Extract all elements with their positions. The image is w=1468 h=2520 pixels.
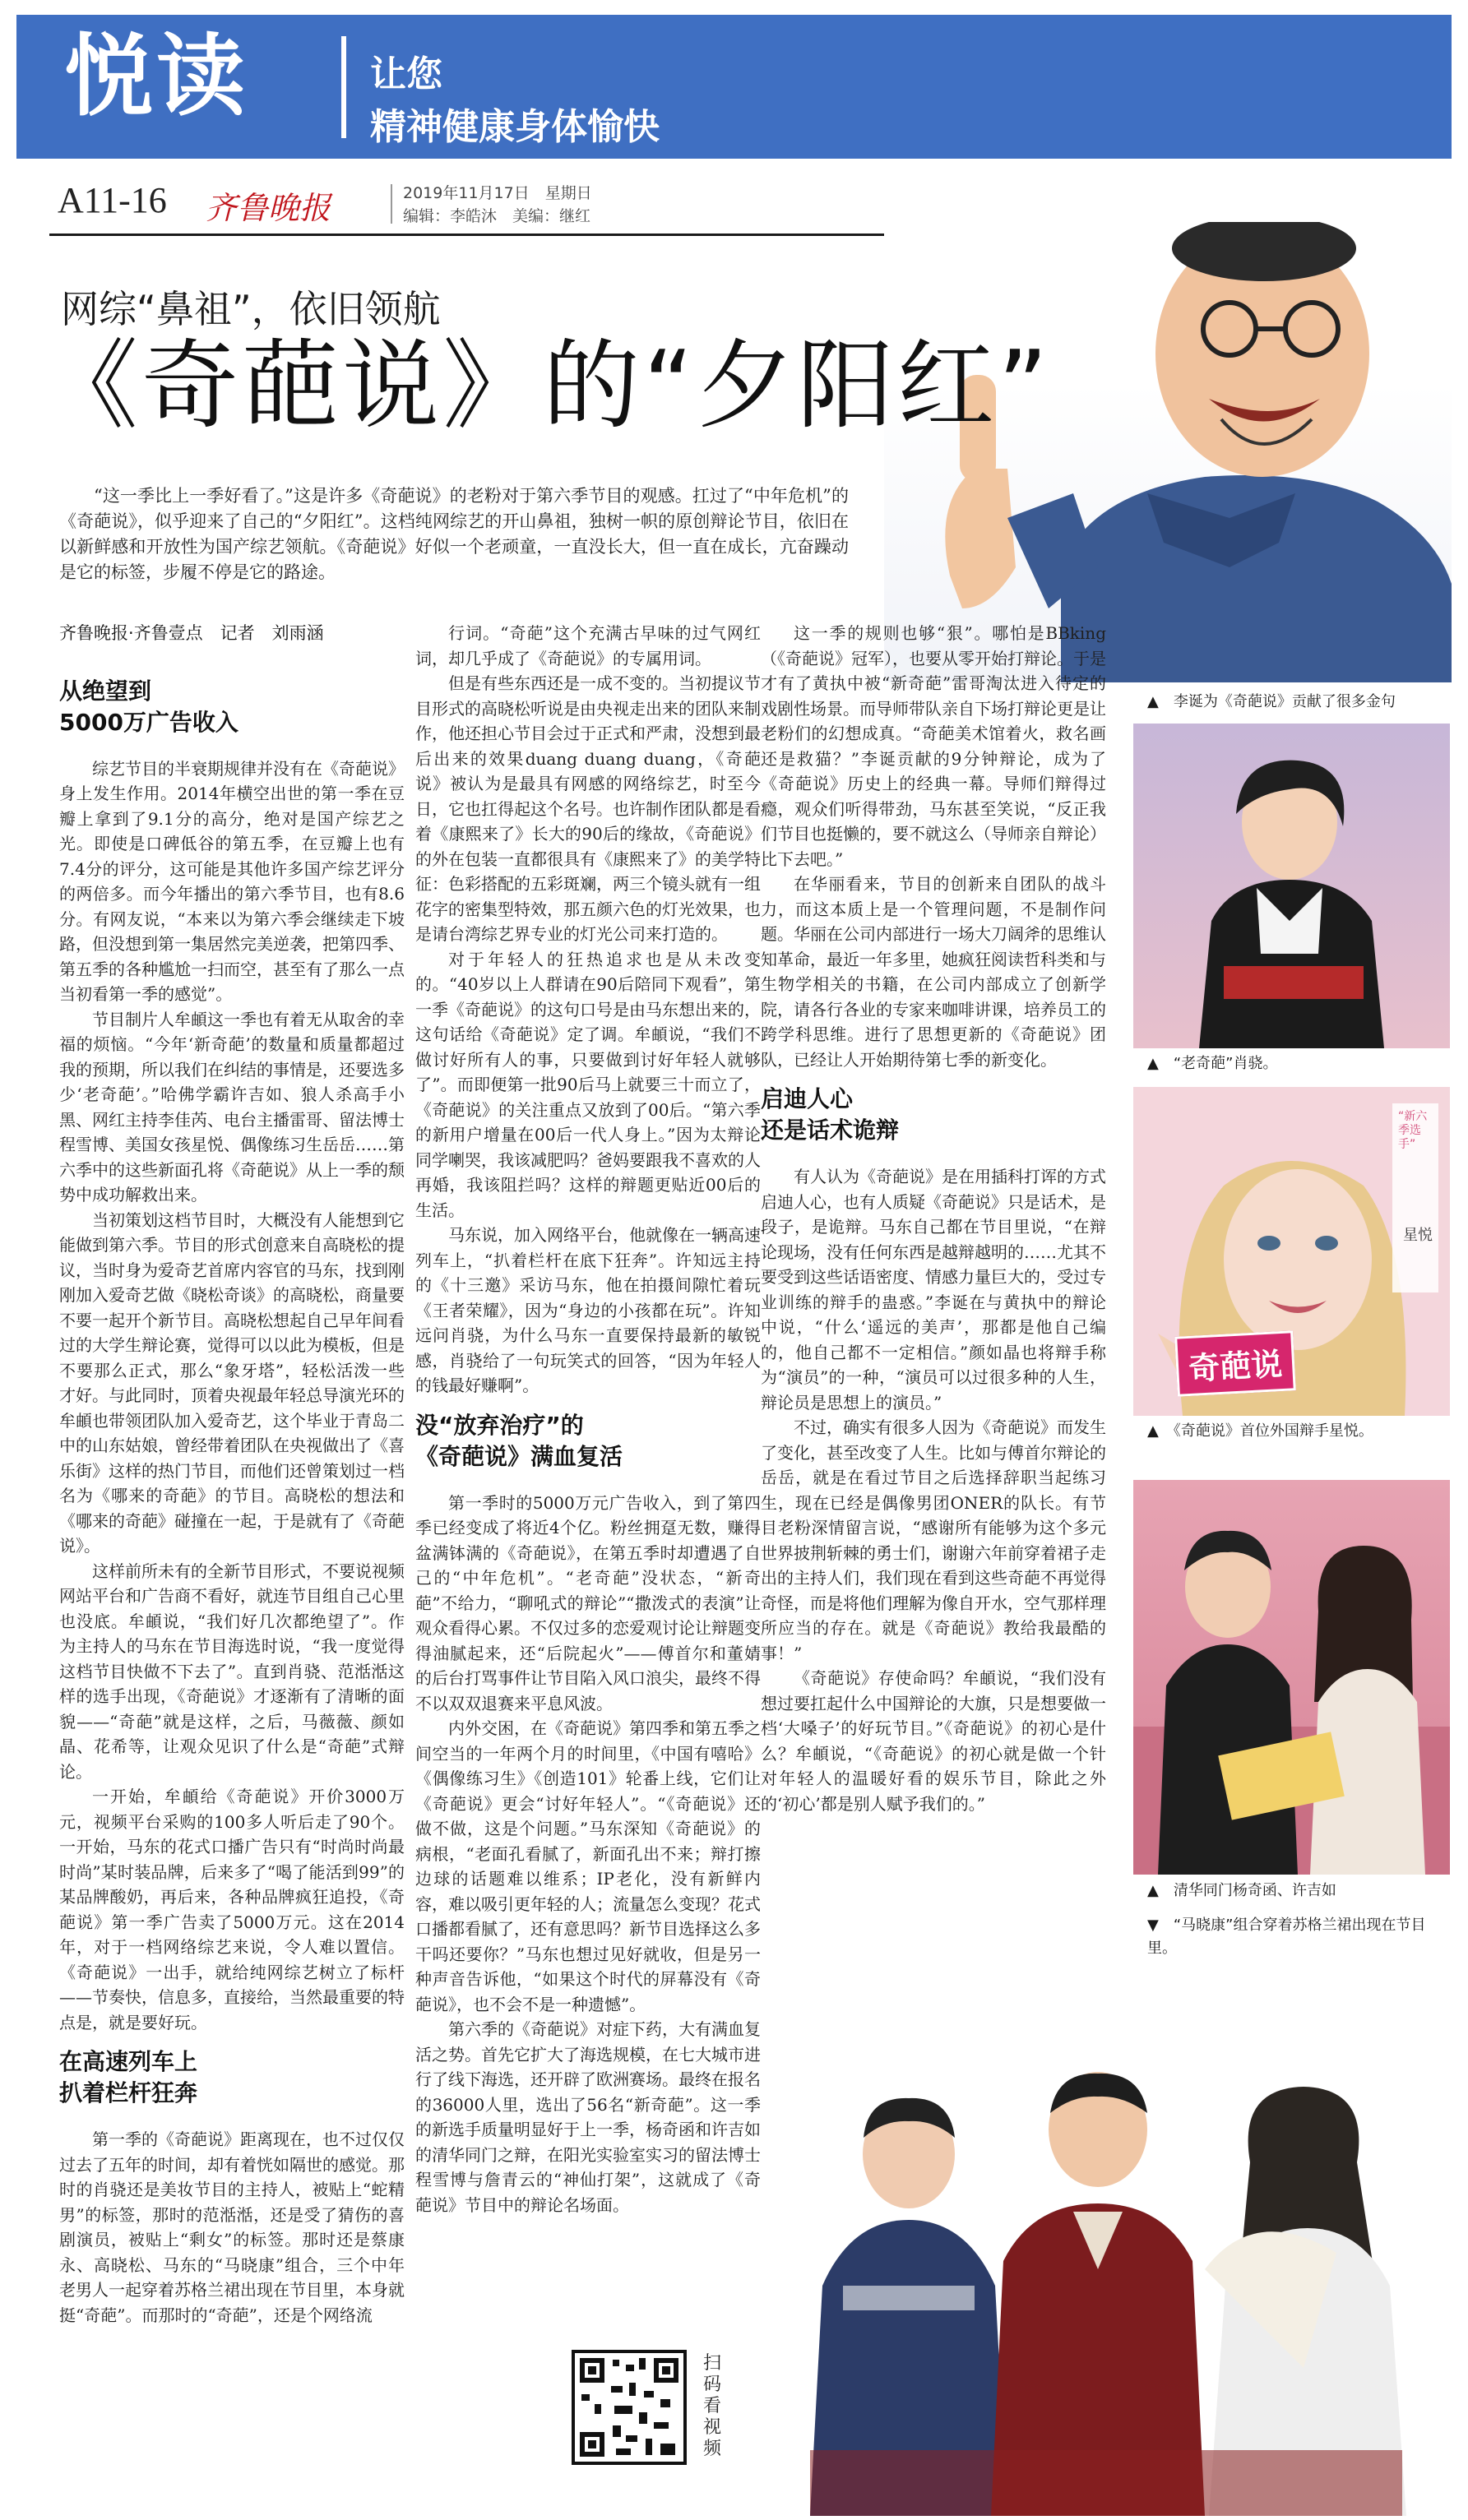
article-column-1 (59, 621, 405, 2328)
page-number: A11-16 (58, 180, 167, 220)
article-paragraph: 当初策划这档节目时，大概没有人能想到它能做到第六季。节目的形式创意来自高晓松的提议，当时身为爱奇艺首席内容官的马东，找到刚刚加入爱奇艺做《晓松奇谈》的高晓松，商量要不要一起开个新节目。高晓松想起自己早年间看过的大学生辩论赛，觉得可以以此为模板，但是不要那么正式，那么“象牙塔”，轻松活泼一些才好。与此同时，顶着央视最年轻总导演光环的牟頔也带领团队加入爱奇艺，这个毕业于青岛二中的山东姑娘，曾经带着团队在央视做出了《喜乐街》这样的热门节目，而他们还曾策划过一档名为《哪来的奇葩》的节目。高晓松的想法和《哪来的奇葩》碰撞在一起，于是就有了《奇葩说》。 (59, 1209, 405, 1556)
issue-date: 2019年11月17日 星期日 (403, 184, 592, 202)
section-title: 悦读 (64, 25, 249, 128)
article-paragraph: 但是有些东西还是一成不变的。当初提议节目形式的高晓松听说是由央视走出来的团队来制作，他还担心节目会过于正式和严肃，没想到最后出来的效果duang duang duang，《奇葩说》被认为是最具有网感的网络综艺，时至今日，它也扛得起这个名号。也许制作团队都是看着《康熙来了》长大的90后的缘故，《奇葩说》的外在包装一直都很具有《康熙来了》的美学特征：色彩搭配的五彩斑斓，两三个镜头就有一组花字的密集型特效，那五颜六色的灯光效果，也是请台湾综艺界专业的灯光公司来打造的。 (415, 673, 761, 944)
article-paragraph: 第六季的《奇葩说》对症下药，大有满血复活之势。首先它扩大了海选规模，在七大城市进行了线下海选，还开辟了欧洲赛场。最终在报名的36000人里，选出了56名“新奇葩”。这一季的新选手质量明显好于上一季，杨奇函和许吉如的清华同门之辩，在阳光实验室实习的留法博士程雪博与詹青云的“神仙打架”，这就成了《奇葩说》节目中的辩论名场面。 (415, 2019, 761, 2215)
contestant-sign-name: 星悦 (1403, 1227, 1433, 1244)
article-paragraph: 节目制片人牟頔这一季也有着无从取舍的幸福的烦恼。“今年‘新奇葩’的数量和质量都超过我的预期，所以我们在纠结的事情是，还要选多少‘老奇葩’。”哈佛学霸许吉如、狼人杀高手小黑、网红主持李佳芮、电台主播雷哥、留法博士程雪博、美国女孩星悦、偶像练习生岳岳……第六季中的这些新面孔将《奇葩说》从上一季的颓势中成功解救出来。 (59, 1009, 405, 1205)
section-slogan-line1: 让您 (370, 53, 442, 95)
photo-caption-yang-xu: ▲ 清华同门杨奇函、许吉如 (1147, 1882, 1336, 1899)
article-paragraph: 不过，确实有很多人因为《奇葩说》而发生了变化，甚至改变了人生。比如与傅首尔辩论的岳岳，就是在看过节目之后选择辞职当起练习生，现在已经是偶像男团ONER的队长。有节目老粉深情留言说，“感谢所有能够为这个多元世界披荆斩棘的勇士们，谢谢六年前穿着裙子走出的主持人们，我们现在看到这些奇葩不再觉得奇怪，而是将他们理解为像自开水，空气那样理所应当的存在。就是《奇葩说》教给我最酷的事！” (761, 1417, 1106, 1663)
article-paragraph: 有人认为《奇葩说》是在用插科打诨的方式启迪人心，也有人质疑《奇葩说》只是话术，是段子，是诡辩。马东自己都在节目里说，“在辩论现场，没有任何东西是越辩越明的……尤其不要受到这些话语密度、情感力量巨大的，受过专业训练的辩手的蛊惑。”李诞在与黄执中的辩论中说，“什么‘遥远的美声’，那都是他自己编的，他自己都不一定相信。”颜如晶也将辩手称为“演员”的一种，“演员可以过很多种的人生，辩论员是思想上的演员。” (761, 1167, 1106, 1413)
article-paragraph: 马东说，加入网络平台，他就像在一辆高速列车上，“扒着栏杆在底下狂奔”。许知远主持的《十三邀》采访马东，他在拍摄间隙忙着玩《王者荣耀》，因为“身边的小孩都在玩”。许知远问肖骁，为什么马东一直要保持最新的敏锐感，肖骁给了一句玩笑式的回答，“因为年轻人的钱最好赚啊”。 (415, 1225, 761, 1395)
article-paragraph: 第一季的《奇葩说》距离现在，也不过仅仅过去了五年的时间，却有着恍如隔世的感觉。那时的肖骁还是美妆节目的主持人，被贴上“蛇精男”的标签，那时的范湉湉，还是受了猜伤的喜剧演员，被贴上“剩女”的标签。那时还是蔡康永、高晓松、马东的“马晓康”组合，三个中年老男人一起穿着苏格兰裙出现在节目里，本身就挺“奇葩”。而那时的“奇葩”，还是个网络流 (59, 2129, 405, 2325)
article-paragraph: 对于年轻人的狂热追求也是从未改变的。“40岁以上人群请在90后陪同下观看”，第一季《奇葩说》的这句口号是由马东想出来的，这句话给《奇葩说》定了调。牟頔说，“我们不做讨好所有人的事，只要做到讨好年轻人就够了”。而即便第一批90后马上就要三十而立了，《奇葩说》的关注重点又放到了00后。“第六季的新用户增量在00后一代人身上。”因为太辩论同学喇哭，我该减肥吗？爸妈要跟我不喜欢的人再婚，我该阻拦吗？这样的辩题更贴近00后的生活。 (415, 949, 761, 1220)
newspaper-logo: 齐鲁晚报 (206, 190, 331, 226)
editors-credit: 编辑：李皓沐 美编：继红 (403, 207, 591, 225)
article-paragraph: 行词。“奇葩”这个充满古早味的过气网红词，却几乎成了《奇葩说》的专属用词。 (415, 623, 761, 668)
section-subheading: 从绝望到 5000万广告收入 (59, 677, 238, 736)
masthead-divider (391, 184, 392, 224)
contestant-sign-label: “新六季选手” (1398, 1110, 1428, 1151)
section-banner (16, 15, 1452, 159)
qr-code-pattern (575, 2353, 683, 2462)
photo-xiao-xiao (1133, 724, 1450, 1048)
photo-yang-xu (1133, 1480, 1450, 1875)
masthead-bar (58, 179, 1127, 227)
article-column-3 (761, 621, 1106, 1816)
article-paragraph: 综艺节目的半衰期规律并没有在《奇葩说》身上发生作用。2014年横空出世的第一季在豆瓣上拿到了9.1分的高分，绝对是国产综艺之光。即使是口碑低谷的第五季，在豆瓣上也有7.4分的评分，这可能是其他许多国产综艺评分的两倍多。而今年播出的第六季节目，也有8.6分。有网友说，“本来以为第六季会继续走下坡路，但没想到第一集居然完美逆袭，把第四季、第五季的各种尴尬一扫而空，甚至有了那么一点当初看第一季的感觉”。 (59, 758, 405, 1004)
hero-photo-li-dan (884, 222, 1452, 682)
article-column-2 (415, 621, 761, 2217)
article-paragraph: 这样前所未有的全新节目形式，不要说视频网站平台和广告商不看好，就连节目组自己心里也没底。牟頔说，“我们好几次都绝望了”。作为主持人的马东在节目海选时说，“我一度觉得这档节目快做不下去了”。直到肖骁、范湉湉这样的选手出现，《奇葩说》才逐渐有了清晰的面貌——“奇葩”就是这样，之后，马薇薇、颜如晶、花希等，让观众见识了什么是“奇葩”式辩论。 (59, 1561, 405, 1782)
section-subheading: 启迪人心 还是话术诡辩 (761, 1085, 900, 1144)
photo-ma-xiao-kang-group (744, 2023, 1452, 2516)
section-subheading: 在高速列车上 扒着栏杆狂奔 (59, 2048, 198, 2106)
photo-caption-xing-yue: ▲ 《奇葩说》首位外国辩手星悦。 (1147, 1422, 1373, 1440)
photo-caption-xiao-xiao: ▲ “老奇葩”肖骁。 (1147, 1055, 1278, 1072)
article-paragraph: 《奇葩说》存使命吗？牟頔说，“我们没有想过要扛起什么中国辩论的大旗，只是想要做一档‘大嗓子’的好玩节目。”《奇葩说》的初心是什么？牟頔说，“《奇葩说》的初心就是做一个针对年轻人的温暖好看的娱乐节目，除此之外的‘初心’都是别人赋予我们的。” (761, 1668, 1106, 1814)
photo-caption-li-dan: ▲ 李诞为《奇葩说》贡献了很多金句 (1147, 693, 1396, 710)
qr-code[interactable] (572, 2350, 687, 2465)
article-paragraph: 这一季的规则也够“狠”。哪怕是BBking（《奇葩说》冠军），也要从零开始打辩论。于是才有了黄执中被“新奇葩”雷哥淘汰进入待定的戏剧性场景。而导师带队亲自下场打辩论更是让老粉们的幻想成真。“奇葩美术馆着火，救名画还是救猫？”李诞贡献的9分钟辩论，成为了《奇葩说》历史上的经典一幕。导师们辩得过瘾，观众们听得带劲，马东甚至笑说，“反正我们节目也挺懒的，要不就这么（导师亲自辩论）比下去吧。” (761, 623, 1106, 869)
headline-kicker: 网综“鼻祖”，依旧领航 (61, 287, 441, 331)
yang-xu-illustration (1133, 1480, 1450, 1875)
article-paragraph: 内外交困，在《奇葩说》第四季和第五季之间空当的一年两个月的时间里，《中国有嘻哈》《偶像练习生》《创造101》轮番上线，它们让《奇葩说》更会“讨好年轻人”。“《奇葩说》还做不做，这是个问题。”马东深知《奇葩说》的病根，“老面孔看腻了，新面孔出不来；辩打擦边球的话题难以维系；IP老化，没有新鲜内容，难以吸引更年轻的人；流量怎么变现？花式口播都看腻了，还有意思吗？新节目选择这么多干吗还要你？”马东也想过见好就收，但是另一种声音告诉他，“如果这个时代的屏幕没有《奇葩说》，也不会不是一种遗憾”。 (415, 1718, 761, 2014)
photo-xing-yue (1133, 1087, 1450, 1416)
show-logo-badge: 奇葩说 (1174, 1330, 1296, 1396)
section-subheading: 没“放弃治疗”的 《奇葩说》满血复活 (415, 1411, 623, 1470)
banner-divider (341, 36, 346, 138)
section-slogan-line2: 精神健康身体愉快 (370, 106, 660, 148)
article-byline: 齐鲁晚报·齐鲁壹点 记者 刘雨涵 (59, 623, 324, 643)
three-hosts-illustration (744, 2023, 1452, 2516)
article-lede: “这一季比上一季好看了。”这是许多《奇葩说》的老粉对于第六季节目的观感。扛过了“中年危机”的《奇葩说》，似乎迎来了自己的“夕阳红”。这档纯网综艺的开山鼻祖，独树一帜的原创辩论节目，依旧在以新鲜感和开放性为国产综艺领航。《奇葩说》好似一个老顽童，一直没长大，但一直在成长，亢奋躁动是它的标签，步履不停是它的路途。 (59, 486, 849, 582)
page-headline: 《奇葩说》的“夕阳红” (41, 329, 1052, 442)
article-paragraph: 一开始，牟頔给《奇葩说》开价3000万元，视频平台采购的100多人听后走了90个。一开始，马东的花式口播广告只有“时尚时尚最时尚”某时装品牌，后来多了“喝了能活到99”的某品牌酸奶，再后来，各种品牌疯狂追投，《奇葩说》第一季广告卖了5000万元。这在2014年，对于一档网络综艺来说，令人难以置信。《奇葩说》一出手，就给纯网综艺树立了标杆——节奏快，信息多，直接给，当然最重要的特点是，就是要好玩。 (59, 1787, 405, 2032)
article-paragraph: 第一季时的5000万元广告收入，到了第四季已经变成了将近4个亿。粉丝拥趸无数，赚得盆满钵满的《奇葩说》，在第五季时却遭遇了自己的“中年危机”。“老奇葩”没状态，“新奇葩”不给力，“聊吼式的辩论”“撒泼式的表演”让观众看得心累。不仅过多的恋爱观讨论让辩题变得油腻起来，还“后院起火”——傅首尔和董婧的后台打骂事件让节目陷入风口浪尖，最终不得不以双双退赛来平息风波。 (415, 1492, 761, 1713)
article-paragraph: 在华丽看来，节目的创新来自团队的战斗力，而这本质上是一个管理问题，不是制作问题。华丽在公司内部进行一场大刀阔斧的思维认知革命，最近一年多里，她疯狂阅读哲科类和与生物学相关的书籍，在公司内部成立了创新学院，请各行各业的专家来咖啡讲课，培养员工的跨学科思维。进行了思想更新的《奇葩说》团队，已经让人开始期待第七季的新变化。 (761, 874, 1106, 1070)
qr-code-label: 扫码看视频 (703, 2353, 722, 2459)
photo-caption-ma-xiao-kang: ▼ “马晓康”组合穿着苏格兰裙出现在节目里。 (1147, 1917, 1426, 1957)
man-thumbs-up-illustration (884, 222, 1452, 682)
xiao-xiao-illustration (1133, 724, 1450, 1048)
